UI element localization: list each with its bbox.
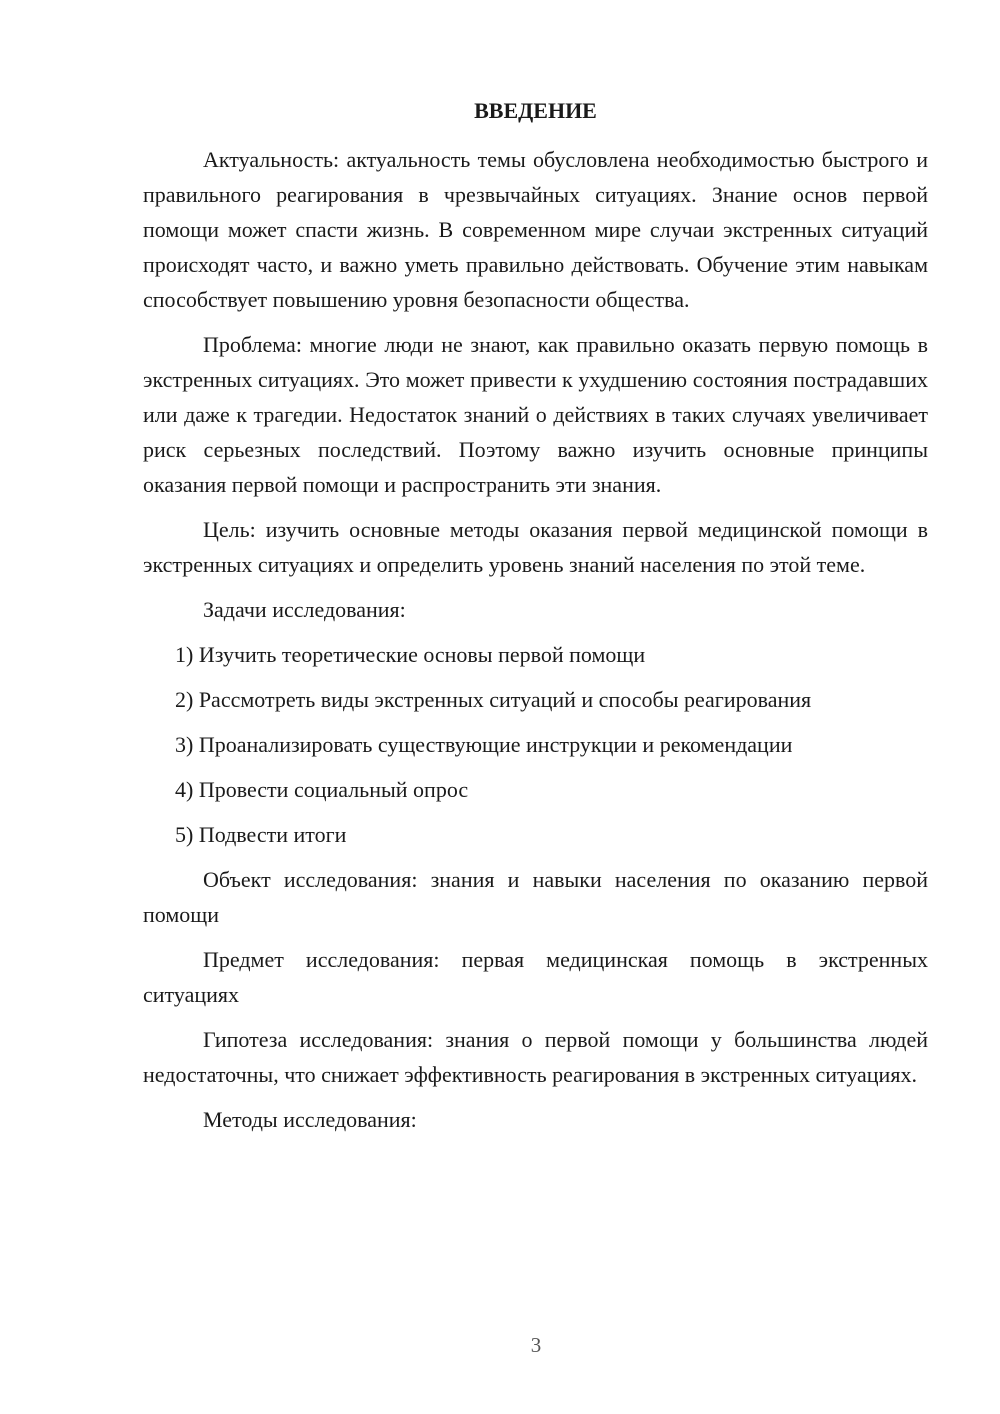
list-item: 3) Проанализировать существующие инструкции и рекомендации [175,732,793,757]
list-item: 4) Провести социальный опрос [175,777,469,802]
list-item: 5) Подвести итоги [175,822,347,847]
list-item: 2) Рассмотреть виды экстренных ситуаций и способы реагирования [175,687,812,712]
paragraph-problem: Проблема: многие люди не знают, как правильно оказать первую помощь в экстренных ситуациях. Это может привести к ухудшению состояния пострадавших или даже к трагедии. Недостаток знаний о действиях в таких случаях увеличивает риск серьезных последствий. Поэтому важно изучить основные принципы оказания первой помощи и распространить эти знания. [143,332,928,497]
paragraph-relevance: Актуальность: актуальность темы обусловлена необходимостью быстрого и правильного реагирования в чрезвычайных ситуациях. Знание основ первой помощи может спасти жизнь. В современном мире случаи экстренных ситуаций происходят часто, и важно уметь правильно действовать. Обучение этим навыкам способствует повышению уровня безопасности общества. [143,147,928,312]
paragraph-object: Объект исследования: знания и навыки населения по оказанию первой помощи [143,867,928,927]
paragraph-hypothesis: Гипотеза исследования: знания о первой помощи у большинства людей недостаточны, что снижает эффективность реагирования в экстренных ситуациях. [143,1027,928,1087]
page-number: 3 [530,1333,542,1357]
paragraph-goal: Цель: изучить основные методы оказания первой медицинской помощи в экстренных ситуациях и определить уровень знаний населения по этой теме. [143,517,928,577]
tasks-label: Задачи исследования: [203,597,406,622]
tasks-list [143,637,928,852]
list-item: 1) Изучить теоретические основы первой помощи [175,642,646,667]
paragraph-subject: Предмет исследования: первая медицинская помощь в экстренных ситуациях [143,947,928,1007]
methods-label: Методы исследования: [203,1107,417,1132]
section-heading: ВВЕДЕНИЕ [474,98,597,123]
document-page [143,96,928,1147]
